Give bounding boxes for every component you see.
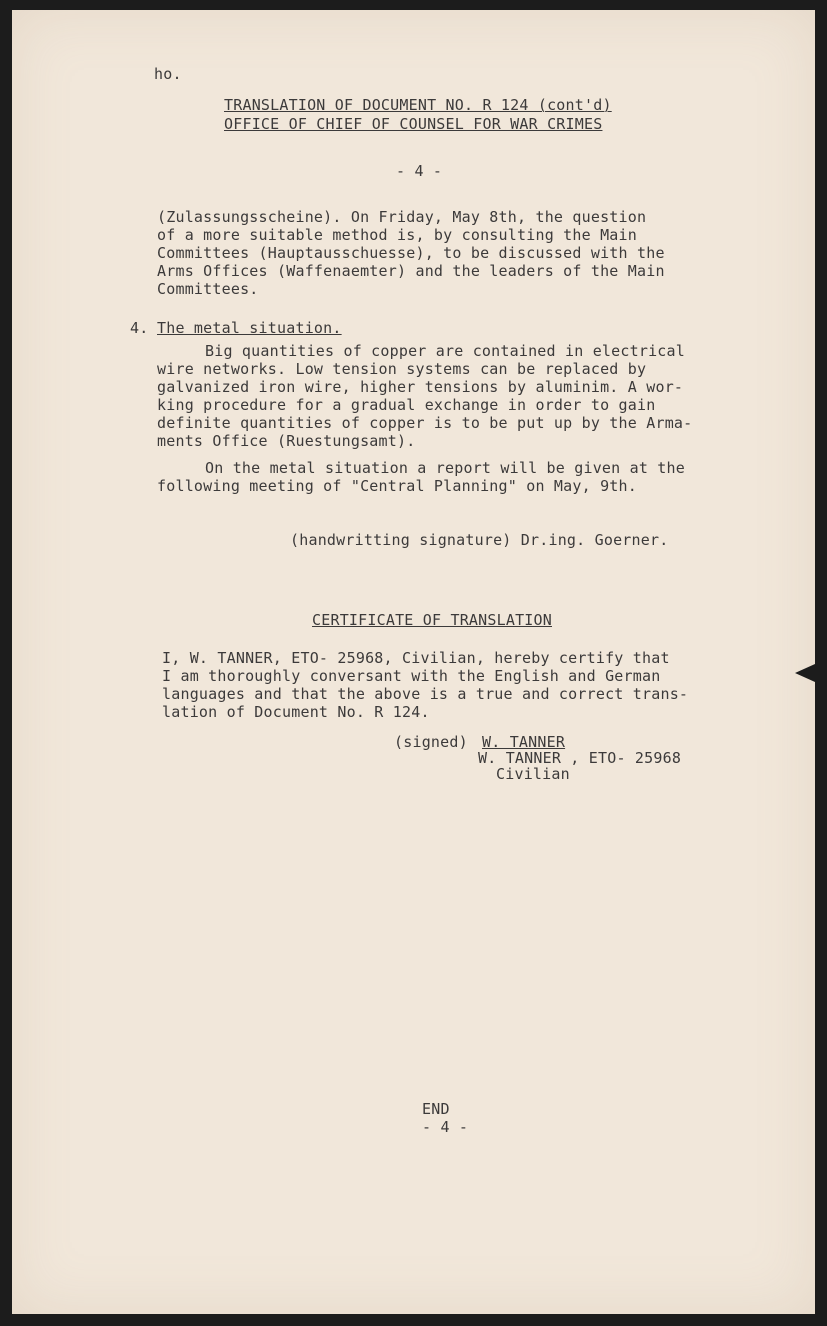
typed-name: W. TANNER , ETO- 25968 <box>478 749 682 767</box>
text-line: Committees (Hauptausschuesse), to be discussed with the <box>157 244 665 262</box>
text-line: I, W. TANNER, ETO- 25968, Civilian, hereby certify that <box>162 649 670 667</box>
page-marker-bottom: - 4 - <box>422 1118 469 1136</box>
section-title: The metal situation. <box>157 319 342 337</box>
text-line: Committees. <box>157 280 259 298</box>
document-ref: ho. <box>154 65 182 83</box>
text-line: (Zulassungsscheine). On Friday, May 8th, the question <box>157 208 647 226</box>
typed-role: Civilian <box>496 765 570 783</box>
text-line: ments Office (Ruestungsamt). <box>157 432 416 450</box>
text-line: galvanized iron wire, higher tensions by aluminim. A wor- <box>157 378 684 396</box>
text-line: following meeting of "Central Planning" on May, 9th. <box>157 477 637 495</box>
signed-name: W. TANNER <box>482 733 566 751</box>
text-line: lation of Document No. R 124. <box>162 703 430 721</box>
text-line: languages and that the above is a true and correct trans- <box>162 685 689 703</box>
document-page <box>12 10 815 1314</box>
page-marker-top: - 4 - <box>396 162 443 180</box>
text-line: definite quantities of copper is to be put up by the Arma- <box>157 414 693 432</box>
text-line: wire networks. Low tension systems can be replaced by <box>157 360 647 378</box>
text-line: I am thoroughly conversant with the English and German <box>162 667 661 685</box>
page-tear <box>795 664 815 682</box>
document-title: TRANSLATION OF DOCUMENT NO. R 124 (cont'd) <box>224 96 612 114</box>
certificate-title: CERTIFICATE OF TRANSLATION <box>312 611 552 629</box>
text-line: Arms Offices (Waffenaemter) and the leaders of the Main <box>157 262 665 280</box>
text-line: of a more suitable method is, by consulting the Main <box>157 226 637 244</box>
signature-line: (handwritting signature) Dr.ing. Goerner. <box>290 531 669 549</box>
signed-label: (signed) <box>394 733 468 751</box>
text-line: On the metal situation a report will be given at the <box>205 459 685 477</box>
document-office: OFFICE OF CHIEF OF COUNSEL FOR WAR CRIMES <box>224 115 603 133</box>
text-line: Big quantities of copper are contained in electrical <box>205 342 685 360</box>
section-number: 4. <box>130 319 149 337</box>
text-line: king procedure for a gradual exchange in order to gain <box>157 396 656 414</box>
end-marker: END <box>422 1100 450 1118</box>
